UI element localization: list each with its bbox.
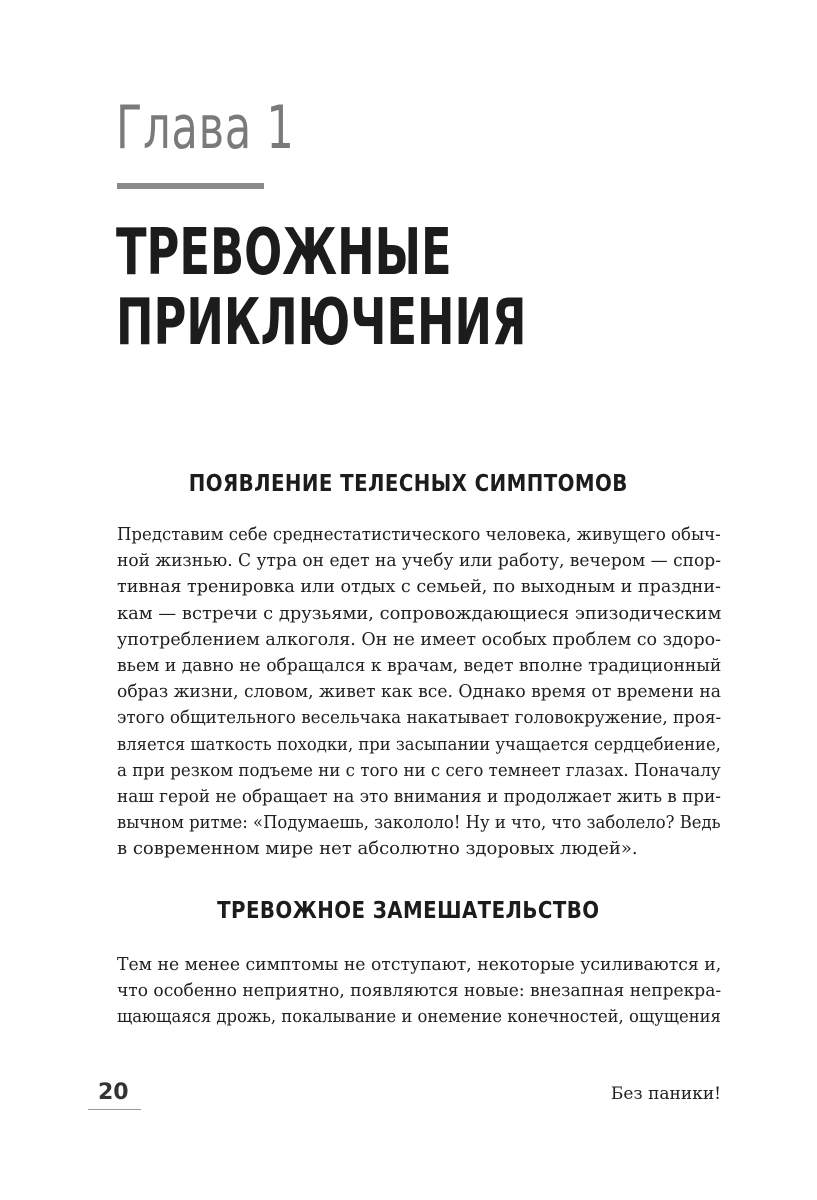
section-heading	[0, 898, 817, 924]
section-heading-text: ТРЕВОЖНОЕ ЗАМЕШАТЕЛЬСТВО	[217, 898, 600, 924]
section-heading	[0, 471, 817, 497]
page-number-underline	[88, 1109, 141, 1110]
chapter-title-line: ТРЕВОЖНЫЕ	[116, 216, 452, 290]
text-line: вляется шаткость походки, при засыпании учащается сердцебиение,	[117, 733, 721, 755]
page-number: 20	[98, 1080, 129, 1105]
chapter-title-line: ПРИКЛЮЧЕНИЯ	[116, 286, 527, 360]
chapter-label: Глава 1	[116, 93, 295, 163]
text-line: употреблением алкоголя. Он не имеет особых проблем со здоро-	[117, 628, 722, 650]
text-line: вьем и давно не обращался к врачам, ведет вполне традиционный	[117, 655, 722, 677]
text-line: вычном ритме: «Подумаешь, закололо! Ну и что, что заболело? Ведь	[117, 812, 721, 834]
running-title: Без паники!	[610, 1084, 721, 1104]
text-line: что особенно неприятно, появляются новые: внезапная непрекра-	[117, 980, 722, 1002]
text-line: тивная тренировка или отдых с семьей, по выходным и праздни-	[117, 576, 721, 598]
text-line: кам — встречи с друзьями, сопровождающиеся эпизодическим	[117, 602, 722, 624]
text-line: ной жизнью. С утра он едет на учебу или работу, вечером — спор-	[117, 550, 721, 572]
section-heading-text: ПОЯВЛЕНИЕ ТЕЛЕСНЫХ СИМПТОМОВ	[188, 471, 629, 497]
text-line: в современном мире нет абсолютно здоровых людей».	[117, 838, 638, 860]
chapter-title	[116, 218, 527, 358]
text-line: Представим себе среднестатистического человека, живущего обыч-	[117, 524, 721, 545]
text-line: Тем не менее симптомы не отступают, некоторые усиливаются и,	[117, 954, 722, 975]
text-line: щающаяся дрожь, покалывание и онемение конечностей, ощущения	[117, 1006, 721, 1028]
section-paragraph	[117, 952, 721, 1031]
text-line: этого общительного весельчака накатывает головокружение, проя-	[117, 707, 722, 729]
text-line: а при резком подъеме ни с того ни с сего темнеет глазах. Поначалу	[117, 759, 721, 781]
section-paragraph	[117, 522, 721, 863]
chapter-divider	[117, 183, 264, 189]
text-line: наш герой не обращает на это внимания и продолжает жить в при-	[117, 786, 721, 808]
text-line: образ жизни, словом, живет как все. Однако время от времени на	[117, 681, 722, 703]
